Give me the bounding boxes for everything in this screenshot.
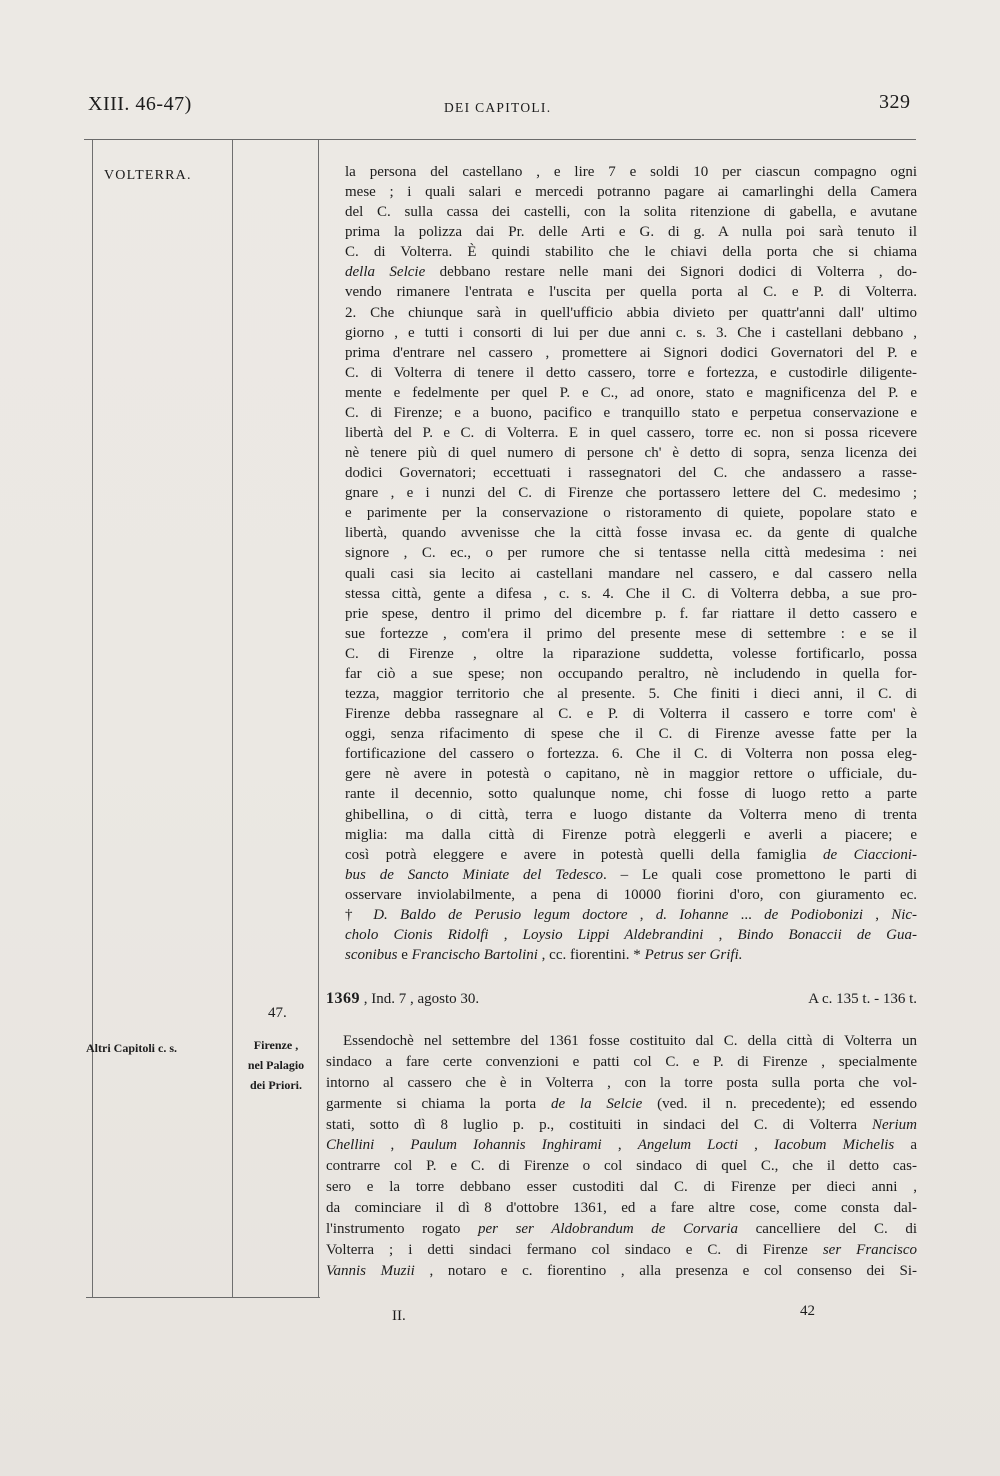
text-run: giorno , e tutti i consorti di lui per due anni c. s. 3. Che i castellani debbano , bbox=[345, 324, 917, 341]
text-run: mente e fedelmente per quel P. e C., ad onore, stato e magnificenza del P. e bbox=[345, 384, 917, 401]
text-line bbox=[345, 724, 917, 744]
text-line bbox=[345, 845, 917, 865]
text-run: prie spese, dentro il primo del dicembre p. f. far riattare il detto cassero e bbox=[345, 605, 917, 622]
italic-text-run: bus de Sancto Miniate del Tedesco bbox=[345, 866, 604, 883]
text-line bbox=[345, 744, 917, 764]
location-line: dei Priori. bbox=[250, 1078, 302, 1092]
page-number: 329 bbox=[879, 91, 911, 113]
entry-year: 1369 bbox=[326, 990, 360, 1007]
text-run: fortificazione del cassero o fortezza. 6. Che il C. di Volterra non possa eleg- bbox=[345, 746, 917, 763]
text-run: mese ; i quali salari e mercedi potranno pagare ai camarlinghi della Camera bbox=[345, 184, 917, 201]
text-run: C. di Volterra di tenere il detto cassero, torre e fortezza, e custodirle diligente- bbox=[345, 364, 917, 381]
text-run: garmente si chiama la porta bbox=[326, 1095, 551, 1112]
location-line: nel Palagio bbox=[247, 1058, 305, 1072]
text-line bbox=[345, 303, 917, 323]
text-line bbox=[345, 784, 917, 804]
margin-rule-outer bbox=[92, 140, 93, 1298]
text-run: Firenze debba rassegnare al C. e P. di Volterra il cassero e torre com' è bbox=[345, 706, 917, 723]
text-run: oggi, senza rifacimento di spese che il C. di Firenze avesse fatte per la bbox=[345, 726, 917, 743]
text-run: , bbox=[374, 1137, 411, 1154]
text-line bbox=[326, 1052, 917, 1073]
text-line bbox=[345, 162, 917, 182]
italic-text-run: Iacobum Michelis bbox=[773, 1137, 895, 1154]
text-line bbox=[326, 1261, 917, 1282]
text-line bbox=[345, 684, 917, 704]
text-run: , cc. fiorentini. * bbox=[537, 947, 645, 964]
text-run: C. di Volterra. È quindi stabilito che le chiavi della porta che si chiama bbox=[345, 244, 917, 261]
margin-source-note: Altri Capitoli c. s. bbox=[86, 1041, 177, 1055]
text-run: prima la polizza dai Pr. delle Arti e G. di g. A nulla poi sarà tenuto il bbox=[345, 224, 917, 241]
text-line bbox=[326, 1115, 917, 1136]
italic-text-run: Nic- bbox=[891, 906, 918, 923]
running-head-section: XIII. 46-47) bbox=[88, 93, 192, 115]
italic-text-run: sconibus bbox=[345, 947, 398, 964]
margin-rule-inner bbox=[318, 140, 319, 1298]
text-run: e bbox=[397, 947, 412, 964]
text-run: sue fortezze , com'era il primo del presente mese di settembre : e se il bbox=[345, 625, 917, 642]
italic-text-run: Nerium bbox=[872, 1116, 917, 1133]
text-run: . – Le quali cose promettono le parti di bbox=[603, 866, 917, 883]
text-line bbox=[345, 905, 917, 925]
text-line bbox=[345, 222, 917, 242]
text-line bbox=[345, 483, 917, 503]
text-line bbox=[345, 523, 917, 543]
text-run: così potrà eleggere e avere in potestà quelli della famiglia bbox=[345, 846, 823, 863]
text-line bbox=[345, 624, 917, 644]
text-line bbox=[326, 1031, 917, 1052]
text-line bbox=[345, 182, 917, 202]
text-run: C. di Firenze , oltre la riparazione suddetta, volesse fortificarlo, possa bbox=[345, 645, 917, 662]
text-run: stati, sotto dì 8 luglio p. p., costituiti in sindaci del C. di Volterra bbox=[326, 1116, 872, 1133]
italic-text-run: Paulum Iohannis Inghirami bbox=[410, 1137, 602, 1154]
signature-mark: II. bbox=[392, 1308, 406, 1324]
running-head-title: DEI CAPITOLI. bbox=[444, 100, 552, 115]
text-line bbox=[345, 664, 917, 684]
text-line bbox=[326, 1156, 917, 1177]
text-line bbox=[345, 202, 917, 222]
text-run: prima d'entrare nel cassero , promettere ai Signori dodici Governatori del P. e bbox=[345, 344, 917, 361]
text-run: a bbox=[894, 1137, 918, 1154]
text-line bbox=[326, 1198, 917, 1219]
italic-text-run: d. Iohanne bbox=[655, 906, 729, 923]
margin-place-name: VOLTERRA. bbox=[104, 168, 192, 183]
text-run: osservare inviolabilmente, a pena di 10000 fiorini d'oro, con giuramento ec. bbox=[345, 886, 917, 903]
text-run: da cominciare il dì 8 d'ottobre 1361, ed a fare altre cose, come consta dal- bbox=[326, 1200, 917, 1217]
italic-text-run: Chellini bbox=[326, 1137, 375, 1154]
text-run: libertà del P. e C. di Volterra. E in quel cassero, torre ec. non si possa ricevere bbox=[345, 425, 917, 442]
italic-text-run: de la Selcie bbox=[550, 1095, 643, 1112]
text-line bbox=[345, 242, 917, 262]
text-run: quali casi sia lecito ai castellani mandare nel cassero, e dal cassero nella bbox=[345, 565, 917, 582]
text-line bbox=[345, 343, 917, 363]
margin-entry-number: 47. bbox=[268, 1005, 287, 1021]
text-run: intorno al cassero che è in Volterra , con la torre posta sulla porta che vol- bbox=[326, 1074, 917, 1091]
margin-location bbox=[234, 1035, 318, 1095]
text-line bbox=[345, 363, 917, 383]
text-line bbox=[345, 584, 917, 604]
text-run: gere nè avere in potestà o capitano, nè in maggior rettore o ufficiale, du- bbox=[345, 766, 917, 783]
text-line bbox=[326, 1073, 917, 1094]
text-run: † bbox=[345, 906, 374, 923]
italic-text-run: de Ciaccioni- bbox=[822, 846, 917, 863]
italic-text-run: per ser Aldobrandum de Corvaria bbox=[478, 1221, 739, 1238]
italic-text-run: ser Francisco bbox=[822, 1241, 918, 1258]
entry-47-heading bbox=[326, 990, 917, 1008]
italic-text-run: della Selcie bbox=[345, 264, 426, 281]
italic-text-run: D. Baldo de Perusio legum doctore bbox=[373, 906, 628, 923]
italic-text-run: Loysio Lippi Aldebrandini bbox=[522, 926, 704, 943]
italic-text-run: Angelum Locti bbox=[637, 1137, 738, 1154]
italic-text-run: Petrus ser Grifi. bbox=[644, 947, 743, 964]
text-run: libertà, quando avvenisse che la città fosse invasa ec. da gente di qualche bbox=[345, 525, 917, 542]
text-run: sero e la torre debbano esser custoditi dal C. di Firenze per dieci anni , bbox=[326, 1179, 917, 1196]
header-rule bbox=[84, 139, 916, 140]
text-line bbox=[345, 543, 917, 563]
italic-text-run: Bindo Bonaccii de Gua- bbox=[737, 926, 918, 943]
text-run: tezza, maggior territorio che al presente. 5. Che finiti i dieci anni, il C. di bbox=[345, 686, 917, 703]
text-line bbox=[345, 564, 917, 584]
entry-date bbox=[326, 990, 479, 1008]
text-line bbox=[326, 1240, 917, 1261]
text-run: dodici Governatori; eccettuati i rassegnatori del C. che andassero a rasse- bbox=[345, 465, 917, 482]
italic-text-run: Francischo Bartolini bbox=[411, 947, 538, 964]
sheet-number: 42 bbox=[800, 1303, 815, 1319]
text-run: , bbox=[627, 906, 656, 923]
text-line bbox=[345, 604, 917, 624]
text-run: sindaco a fare certe convenzioni e patti col C. e P. di Firenze , specialmente bbox=[326, 1053, 917, 1070]
text-line bbox=[345, 282, 917, 302]
text-run: (ved. il n. precedente); ed essendo bbox=[642, 1095, 918, 1112]
text-run: Essendochè nel settembre del 1361 fosse costituito dal C. della città di Volterra un bbox=[343, 1033, 917, 1049]
text-line bbox=[345, 704, 917, 724]
text-run: , notaro e c. fiorentino , alla presenza e col consenso dei Si- bbox=[414, 1262, 917, 1279]
text-run: Volterra ; i detti sindaci fermano col sindaco e C. di Firenze bbox=[326, 1241, 823, 1258]
text-run: far ciò a sue spese; non occupando peraltro, nè includendo in quella for- bbox=[345, 665, 917, 682]
text-run: , bbox=[601, 1137, 638, 1154]
text-run: C. di Firenze; e a buono, pacifico e tranquillo stato e perpetua conservazione e bbox=[345, 404, 917, 421]
text-line bbox=[326, 1219, 917, 1240]
entry-date-rest: , Ind. 7 , agosto 30. bbox=[360, 991, 480, 1007]
text-run: gnare , e i nunzi del C. di Firenze che portassero lettere del C. medesimo ; bbox=[345, 485, 917, 502]
text-line bbox=[345, 825, 917, 845]
text-run: cancelliere del C. di bbox=[738, 1221, 917, 1238]
margin-bottom-rule bbox=[86, 1297, 320, 1298]
text-run: la persona del castellano , e lire 7 e soldi 10 per ciascun compagno ogni bbox=[345, 164, 917, 180]
text-line bbox=[326, 1177, 917, 1198]
text-line bbox=[345, 383, 917, 403]
text-line bbox=[345, 403, 917, 423]
text-line bbox=[345, 644, 917, 664]
entry-47-text bbox=[326, 1031, 917, 1282]
text-line bbox=[345, 805, 917, 825]
text-line bbox=[345, 945, 917, 965]
text-line bbox=[345, 262, 917, 282]
location-line: Firenze , bbox=[253, 1038, 299, 1052]
text-run: rante il decennio, sotto qualunque nome, chi fosse di luogo retto a parte bbox=[345, 786, 917, 803]
text-run: , bbox=[703, 926, 738, 943]
text-line bbox=[345, 463, 917, 483]
text-run: debbano restare nelle mani dei Signori dodici di Volterra , do- bbox=[425, 264, 917, 281]
text-run: contrarre col P. e C. di Firenze o col sindaco di quel C., che il detto cas- bbox=[326, 1158, 917, 1175]
text-run: , bbox=[738, 1137, 774, 1154]
text-run: ... bbox=[728, 906, 765, 923]
text-line bbox=[345, 885, 917, 905]
italic-text-run: Vannis Muzii bbox=[326, 1262, 415, 1279]
text-run: stessa città, gente a difesa , c. s. 4. Che il C. di Volterra debba, a sue pro- bbox=[345, 585, 917, 602]
text-line bbox=[345, 503, 917, 523]
text-run: 2. Che chiunque sarà in quell'ufficio abbia divieto per quattr'anni dall' ultimo bbox=[345, 304, 917, 321]
text-line bbox=[345, 925, 917, 945]
text-line bbox=[326, 1094, 917, 1115]
text-run: miglia: ma dalla città di Firenze potrà eleggerli e averli a piacere; e bbox=[345, 826, 917, 843]
text-run: , bbox=[863, 906, 892, 923]
text-line bbox=[345, 443, 917, 463]
text-line bbox=[345, 764, 917, 784]
text-run: e parimente per la conservazione o ristoramento di quiete, popolare stato e bbox=[345, 505, 917, 522]
text-run: ghibellina, o di città, terra e luogo distante da Volterra meno di trenta bbox=[345, 806, 917, 823]
text-run: , bbox=[488, 926, 523, 943]
entry-46-text bbox=[345, 162, 917, 965]
text-run: signore , C. ec., o per rumore che si tentasse nella città medesima : nei bbox=[345, 545, 917, 562]
text-run: l'instrumento rogato bbox=[326, 1221, 478, 1238]
text-line bbox=[345, 865, 917, 885]
margin-rule-middle bbox=[232, 140, 233, 1298]
text-run: del C. sulla cassa dei castelli, con la solita ritenzione di gabella, e avutane bbox=[345, 204, 917, 221]
text-line bbox=[345, 323, 917, 343]
text-line bbox=[345, 423, 917, 443]
text-run: nè tenere più di quel numero di persone ch' è detto di sopra, senza licenza dei bbox=[345, 445, 917, 462]
italic-text-run: cholo Cionis Ridolfi bbox=[345, 926, 489, 943]
text-run: vendo rimanere l'entrata e l'uscita per quella porta al C. e P. di Volterra. bbox=[345, 284, 917, 301]
archive-reference: A c. 135 t. - 136 t. bbox=[808, 991, 917, 1007]
text-line bbox=[326, 1135, 917, 1156]
italic-text-run: de Podiobonizi bbox=[764, 906, 863, 923]
